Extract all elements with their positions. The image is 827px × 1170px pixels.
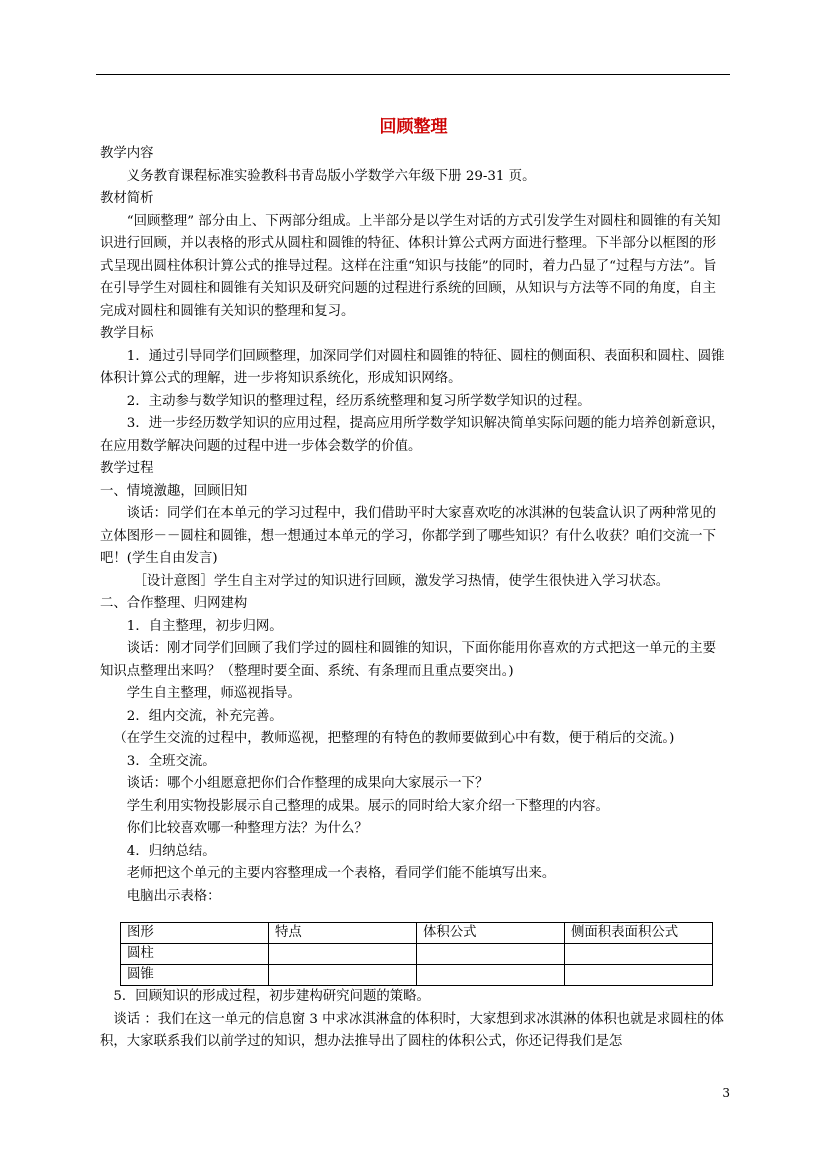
header-rule xyxy=(96,74,730,75)
paragraph: 老师把这个单元的主要内容整理成一个表格，看同学们能不能填写出来。 xyxy=(126,866,556,881)
table-cell: 圆柱 xyxy=(121,944,269,965)
page-number: 3 xyxy=(722,1086,730,1100)
table-cell xyxy=(565,965,713,986)
table-header-cell: 特点 xyxy=(269,923,417,944)
paragraph: “回顾整理” 部分由上、下两部分组成。上半部分是以学生对话的方式引发学生对圆柱和圆锥的有关知识进行回顾，并以表格的形式从圆柱和圆锥的特征、体积计算公式两方面进行整理。下半部分以框图的形式呈现出圆柱体积计算公式的推导过程。这样在注重“知识与技能”的同时，着力凸显了“过程与方法”。旨在引导学生对圆柱和圆锥有关知识及研究问题的过程进行系统的回顾，从知识与方法等不同的角度，自主完成对圆柱和圆锥有关知识的整理和复习。 xyxy=(100,213,721,319)
paragraph: 3．进一步经历数学知识的应用过程，提高应用所学数学知识解决简单实际问题的能力培养创新意识，在应用数学解决问题的过程中进一步体会数学的价值。 xyxy=(100,416,725,454)
page-title: 回顾整理 xyxy=(379,117,448,137)
paragraph: 1．自主整理，初步归网。 xyxy=(126,618,283,634)
table-cell xyxy=(417,944,565,965)
paragraph: 2．主动参与数学知识的整理过程，经历系统整理和复习所学数学知识的过程。 xyxy=(126,393,591,409)
table-cell: 圆锥 xyxy=(121,965,269,986)
summary-table xyxy=(120,922,713,986)
document-body xyxy=(100,143,728,1054)
subsection-heading: 二、合作整理、归网建构 xyxy=(100,596,248,611)
table-cell xyxy=(269,965,417,986)
paragraph: 学生自主整理，师巡视指导。 xyxy=(126,686,301,701)
section-heading-content: 教学内容 xyxy=(100,146,154,161)
section-heading-process: 教学过程 xyxy=(100,461,154,476)
table-header-row xyxy=(121,923,713,944)
table-header-cell: 体积公式 xyxy=(417,923,565,944)
table-cell xyxy=(269,944,417,965)
section-heading-analysis: 教材简析 xyxy=(100,191,154,206)
paragraph: 1．通过引导同学们回顾整理，加深同学们对圆柱和圆锥的特征、圆柱的侧面积、表面积和圆柱、圆锥体积计算公式的理解，进一步将知识系统化，形成知识网络。 xyxy=(100,348,725,386)
paragraph: 学生利用实物投影展示自己整理的成果。展示的同时给大家介绍一下整理的内容。 xyxy=(126,798,609,814)
table-header-cell: 侧面积表面积公式 xyxy=(565,923,713,944)
table-row xyxy=(121,965,713,986)
paragraph: 谈话：同学们在本单元的学习过程中，我们借助平时大家喜欢吃的冰淇淋的包装盒认识了两种常见的立体图形－－圆柱和圆锥，想一想通过本单元的学习，你都学到了哪些知识？有什么收获？咱们交流一下吧！(学生自由发言) xyxy=(100,506,716,566)
paragraph: 谈话：刚才同学们回顾了我们学过的圆柱和圆锥的知识，下面你能用你喜欢的方式把这一单元的主要知识点整理出来吗？（整理时要全面、系统、有条理而且重点要突出。) xyxy=(100,641,716,679)
paragraph: 5．回顾知识的形成过程，初步建构研究问题的策略。 xyxy=(113,989,430,1004)
table-header-cell: 图形 xyxy=(121,923,269,944)
design-intent: ［设计意图］学生自主对学过的知识进行回顾，激发学习热情，使学生很快进入学习状态。 xyxy=(133,573,670,589)
paragraph: 4．归纳总结。 xyxy=(126,843,216,859)
paragraph: 3．全班交流。 xyxy=(126,753,216,769)
table-cell xyxy=(417,965,565,986)
section-heading-objectives: 教学目标 xyxy=(100,326,154,341)
paragraph: 谈话 ：我们在这一单元的信息窗 3 中求冰淇淋盒的体积时，大家想到求冰淇淋的体积也就是求圆柱的体积，大家联系我们以前学过的知识，想办法推导出了圆柱的体积公式，你还记得我们是怎 xyxy=(100,1011,724,1049)
table-row xyxy=(121,944,713,965)
paragraph: 你们比较喜欢哪一种整理方法？为什么？ xyxy=(126,821,368,836)
paragraph: 电脑出示表格： xyxy=(126,888,221,904)
paragraph: （在学生交流的过程中，教师巡视，把整理的有特色的教师要做到心中有数，便于稍后的交流。) xyxy=(113,731,675,746)
paragraph: 2．组内交流，补充完善。 xyxy=(126,708,283,724)
paragraph: 谈话：哪个小组愿意把你们合作整理的成果向大家展示一下？ xyxy=(126,776,489,791)
paragraph: 义务教育课程标准实验教科书青岛版小学数学六年级下册 29-31 页。 xyxy=(126,168,536,184)
subsection-heading: 一、情境激趣，回顾旧知 xyxy=(100,483,248,499)
table-cell xyxy=(565,944,713,965)
